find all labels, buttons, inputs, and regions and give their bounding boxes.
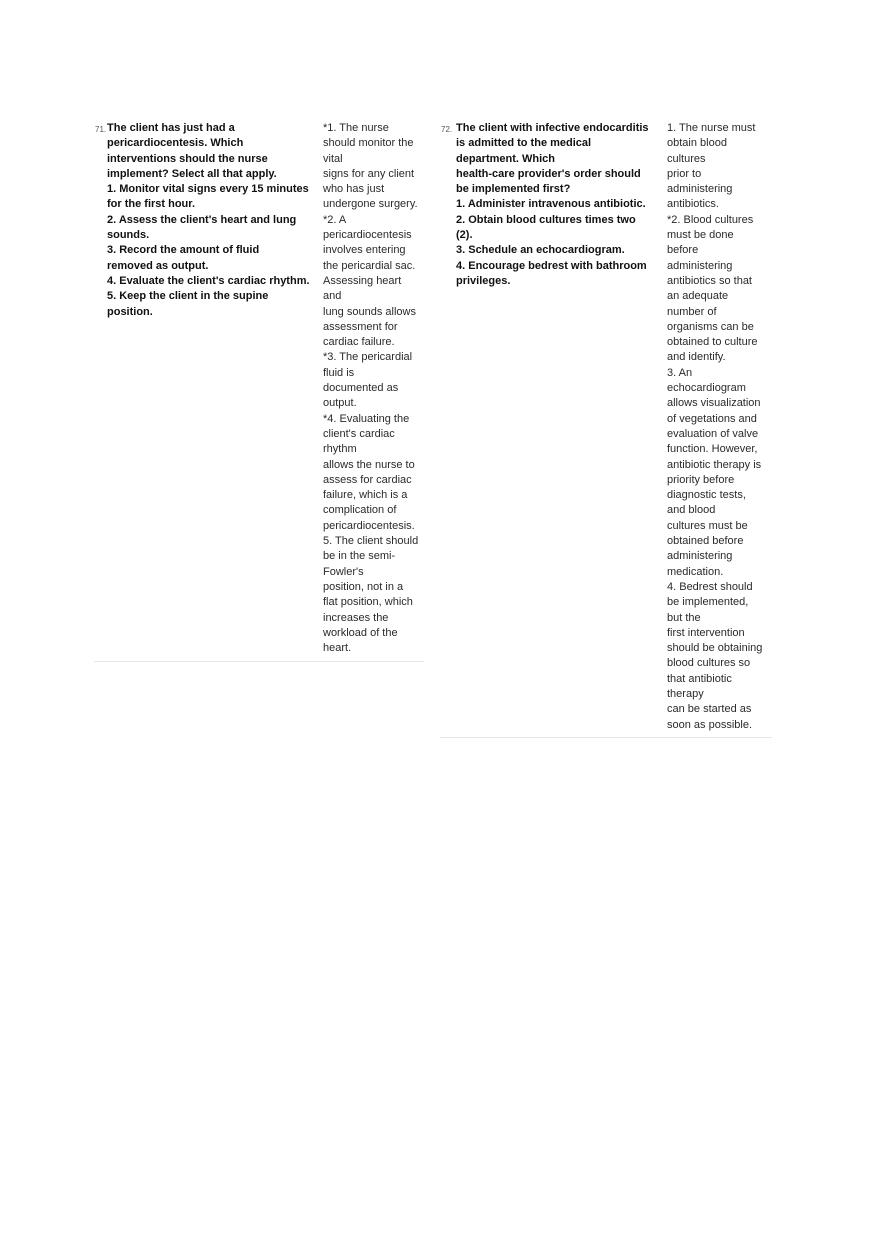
rationale-line: *2. Blood cultures (667, 213, 754, 226)
rationale-line: involves entering (323, 244, 406, 257)
rationale-line: and blood (667, 504, 716, 517)
rationale-line: can be started as (667, 703, 752, 716)
rationale-line: Assessing heart (323, 274, 402, 287)
rationale-line: heart. (323, 642, 352, 655)
rationale-line: be in the semi- (323, 550, 396, 563)
rationale-line: soon as possible. (667, 718, 752, 731)
question-line: be implemented first? (456, 183, 571, 196)
rationale-line: should monitor the (323, 137, 414, 150)
rationale-line: prior to (667, 167, 702, 180)
rationale-line: signs for any client (323, 167, 415, 180)
question-line: The client with infective endocarditis (456, 122, 649, 134)
rationale-line: *3. The pericardial (323, 351, 413, 364)
rationale-line: echocardiogram (667, 382, 746, 395)
rationale-line: complication of (323, 504, 397, 517)
rationale-line: before (667, 244, 699, 257)
rationale-line: flat position, which (323, 596, 413, 609)
rationale-line: of vegetations and (667, 412, 757, 425)
rationale-line: workload of the (323, 626, 398, 639)
option-line: 2. Obtain blood cultures times two (456, 213, 636, 226)
rationale-line: administering (667, 259, 733, 272)
rationale-line: but the (667, 611, 701, 624)
question-number: 71. (95, 125, 107, 134)
rationale-line: antibiotics so that (667, 274, 752, 287)
rationale-line: client's cardiac (323, 427, 395, 440)
rationale-line: 4. Bedrest should (667, 580, 753, 593)
rationale-line: lung sounds allows (323, 305, 416, 318)
rationale-line: assessment for (323, 320, 398, 333)
question-line: interventions should the nurse (107, 152, 268, 165)
question-line: is admitted to the medical (456, 137, 592, 150)
rationale-line: and (323, 290, 342, 303)
rationale-line: 3. An (667, 366, 693, 379)
rationale-line: medication. (667, 565, 724, 578)
rationale-line: pericardiocentesis (323, 229, 412, 242)
rationale-line: fluid is (323, 366, 355, 379)
option-line: 4. Encourage bedrest with bathroom (456, 259, 647, 272)
rationale-line: and identify. (667, 351, 726, 364)
rationale-line: Fowler's (323, 565, 364, 578)
option-line: position. (107, 305, 153, 318)
rationale-line: evaluation of valve (667, 427, 759, 440)
rationale-line: therapy (667, 687, 704, 700)
rationale-line: must be done (667, 229, 734, 242)
rationale-line: position, not in a (323, 580, 404, 593)
option-line: 1. Administer intravenous antibiotic. (456, 198, 646, 211)
question-card-71 (94, 121, 424, 662)
rationale-line: undergone surgery. (323, 198, 418, 211)
rationale-line: first intervention (667, 626, 745, 639)
rationale-line: 1. The nurse must (667, 122, 756, 134)
question-card-72 (440, 121, 772, 738)
rationale-line: cardiac failure. (323, 336, 395, 349)
question-number: 72. (441, 125, 453, 134)
rationale-line: output. (323, 397, 357, 410)
rationale-line: obtained before (667, 535, 744, 548)
rationale-line: an adequate (667, 290, 729, 303)
rationale-line: obtain blood (667, 137, 727, 150)
rationale-line: who has just (323, 183, 385, 196)
rationale-line: administering (667, 183, 733, 196)
rationale-line: antibiotics. (667, 198, 719, 211)
rationale-line: organisms can be (667, 320, 754, 333)
option-line: removed as output. (107, 259, 209, 272)
option-line: 3. Schedule an echocardiogram. (456, 244, 625, 257)
rationale-line: allows the nurse to (323, 458, 415, 471)
rationale-line: that antibiotic (667, 672, 732, 685)
rationale-line: allows visualization (667, 397, 761, 410)
option-line: 2. Assess the client's heart and lung (107, 213, 297, 226)
rationale-line: pericardiocentesis. (323, 519, 415, 532)
option-line: 5. Keep the client in the supine (107, 290, 269, 303)
rationale-line: *4. Evaluating the (323, 412, 410, 425)
rationale-text (323, 121, 423, 656)
question-line: implement? Select all that apply. (107, 167, 277, 180)
rationale-line: rhythm (323, 443, 357, 456)
rationale-line: increases the (323, 611, 389, 624)
rationale-text (667, 121, 771, 733)
rationale-line: cultures (667, 152, 706, 165)
option-line: 1. Monitor vital signs every 15 minutes (107, 183, 309, 196)
option-line: privileges. (456, 274, 511, 287)
rationale-line: antibiotic therapy is (667, 458, 762, 471)
question-line: health-care provider's order should (456, 167, 641, 180)
option-line: for the first hour. (107, 198, 195, 211)
option-line: 4. Evaluate the client's cardiac rhythm. (107, 274, 310, 287)
rationale-line: failure, which is a (323, 489, 408, 502)
rationale-line: priority before (667, 473, 735, 486)
rationale-line: function. However, (667, 443, 758, 456)
rationale-line: obtained to culture (667, 336, 758, 349)
option-line: 3. Record the amount of fluid (107, 244, 260, 257)
option-line: sounds. (107, 229, 150, 242)
rationale-line: 5. The client should (323, 535, 419, 548)
rationale-line: should be obtaining (667, 642, 763, 655)
rationale-line: diagnostic tests, (667, 489, 746, 502)
question-text (107, 121, 313, 320)
rationale-line: the pericardial sac. (323, 259, 416, 272)
rationale-line: be implemented, (667, 596, 749, 609)
option-line: (2). (456, 229, 473, 242)
question-line: The client has just had a (107, 122, 235, 134)
question-text (456, 121, 656, 289)
rationale-line: cultures must be (667, 519, 748, 532)
rationale-line: documented as (323, 382, 399, 395)
rationale-line: vital (323, 152, 343, 165)
question-line: department. Which (456, 152, 556, 165)
rationale-line: *2. A (323, 213, 347, 226)
question-line: pericardiocentesis. Which (107, 137, 244, 150)
rationale-line: number of (667, 305, 717, 318)
rationale-line: administering (667, 550, 733, 563)
rationale-line: assess for cardiac (323, 473, 412, 486)
rationale-line: *1. The nurse (323, 122, 389, 134)
rationale-line: blood cultures so (667, 657, 751, 670)
